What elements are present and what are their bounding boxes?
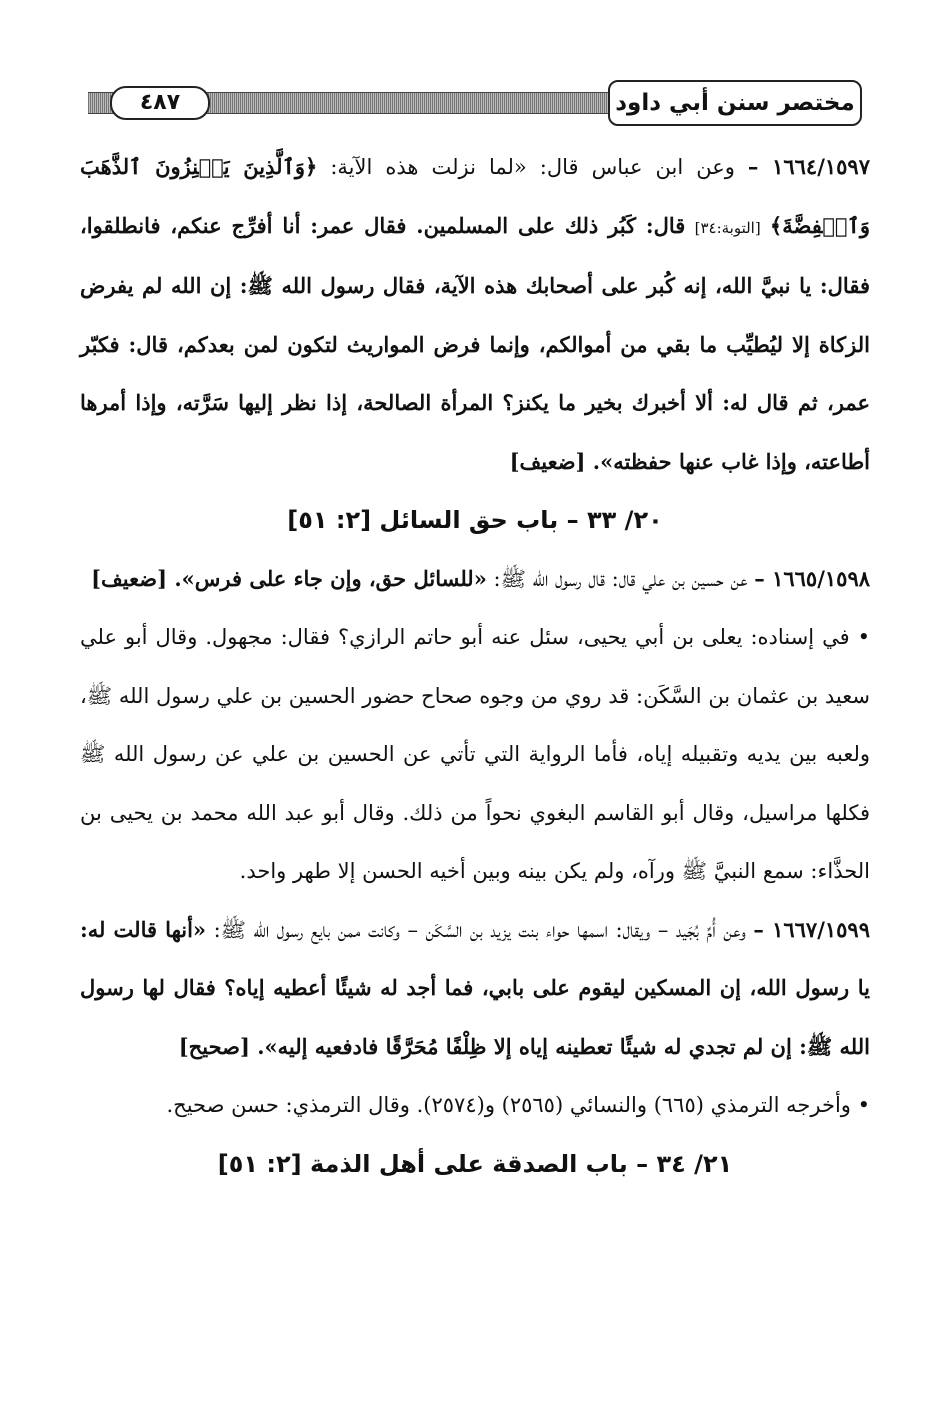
verse-reference: [التوبة:٣٤]	[694, 218, 761, 237]
running-header	[88, 86, 862, 128]
hadith-intro: عن حسين بن علي قال: قال رسول الله ﷺ:	[493, 566, 748, 591]
hadith-1667-note: • وأخرجه الترمذي (٦٦٥) والنسائي (٢٥٦٥) و(٢٥٧٤). وقال الترمذي: حسن صحيح.	[166, 1093, 870, 1117]
hadith-text: قال: كَبُر ذلك على المسلمين. فقال عمر: أنا أفرِّج عنكم، فانطلقوا، فقال: يا نبيَّ الله، إنه كُبر على أصحابك هذه الآية، فقال رسول الله ﷺ: إن الله لم يفرض الزكاة إلا ليُطيِّب ما بقي من أموالكم، وإنما فرض المواريث لتكون لمن بعدكم، قال: فكبّر عمر، ثم قال له: ألا أخبرك بخير ما يكنز؟ المرأة الصالحة، إذا نظر إليها سَرَّته، وإذا أمرها أطاعته، وإذا غاب عنها حفظته». [ضعيف]	[80, 212, 870, 474]
hadith-text: «للسائل حق، وإن جاء على فرس». [ضعيف]	[91, 565, 487, 591]
hadith-1665-note: • في إسناده: يعلى بن أبي يحيى، سئل عنه أبو حاتم الرازي؟ فقال: مجهول. وقال أبو علي سعيد بن عثمان بن السَّكَن: قد روي من وجوه صحاح حضور الحسين بن علي رسول الله ﷺ، ولعبه بين يديه وتقبيله إياه، فأما الرواية التي تأتي عن الحسين بن علي عن رسول الله ﷺ فكلها مراسيل، وقال أبو القاسم البغوي نحواً من ذلك. وقال أبو عبد الله محمد بن يحيى بن الحذَّاء: سمع النبيَّ ﷺ ورآه، ولم يكن بينه وبين أخيه الحسن إلا طهر واحد.	[80, 625, 870, 883]
hadith-intro: وعن أُمِّ بُجَيد – ويقال: اسمها حواء بنت يزيد بن السَّكَن – وكانت ممن بايع رسول الله ﷺ:	[213, 917, 746, 942]
book-title: مختصر سنن أبي داود	[608, 80, 862, 126]
hadith-number: ١٦٦٧/١٥٩٩ –	[753, 916, 870, 942]
hadith-1664	[80, 138, 870, 491]
hadith-text: «أنها قالت له: يا رسول الله، إن المسكين ليقوم على بابي، فما أجد له شيئًا أعطيه إياه؟ فقال لها رسول الله ﷺ: إن لم تجدي له شيئًا تعطينه إياه إلا ظِلْفًا مُحَرَّقًا فادفعيه إليه». [صحيح]	[80, 916, 870, 1059]
hadith-1667	[80, 901, 870, 1077]
quran-verse: ﴿وَٱلَّذِينَ يَكۡنِزُونَ ٱلذَّهَبَ وَٱلۡفِضَّةَ﴾	[80, 154, 870, 238]
hadith-intro: وعن ابن عباس قال: «لما نزلت هذه الآية:	[330, 155, 735, 179]
hadith-number: ١٦٦٤/١٥٩٧ –	[747, 154, 870, 179]
hadith-1665	[80, 550, 870, 609]
chapter-heading-34: ٢١/ ٣٤ – باب الصدقة على أهل الذمة [٢: ٥١]	[217, 1149, 733, 1178]
page-number: ٤٨٧	[110, 86, 210, 120]
hadith-number: ١٦٦٥/١٥٩٨ –	[754, 565, 870, 591]
page-body	[80, 138, 870, 1193]
chapter-heading-33: ٢٠/ ٣٣ – باب حق السائل [٢: ٥١]	[287, 506, 663, 534]
